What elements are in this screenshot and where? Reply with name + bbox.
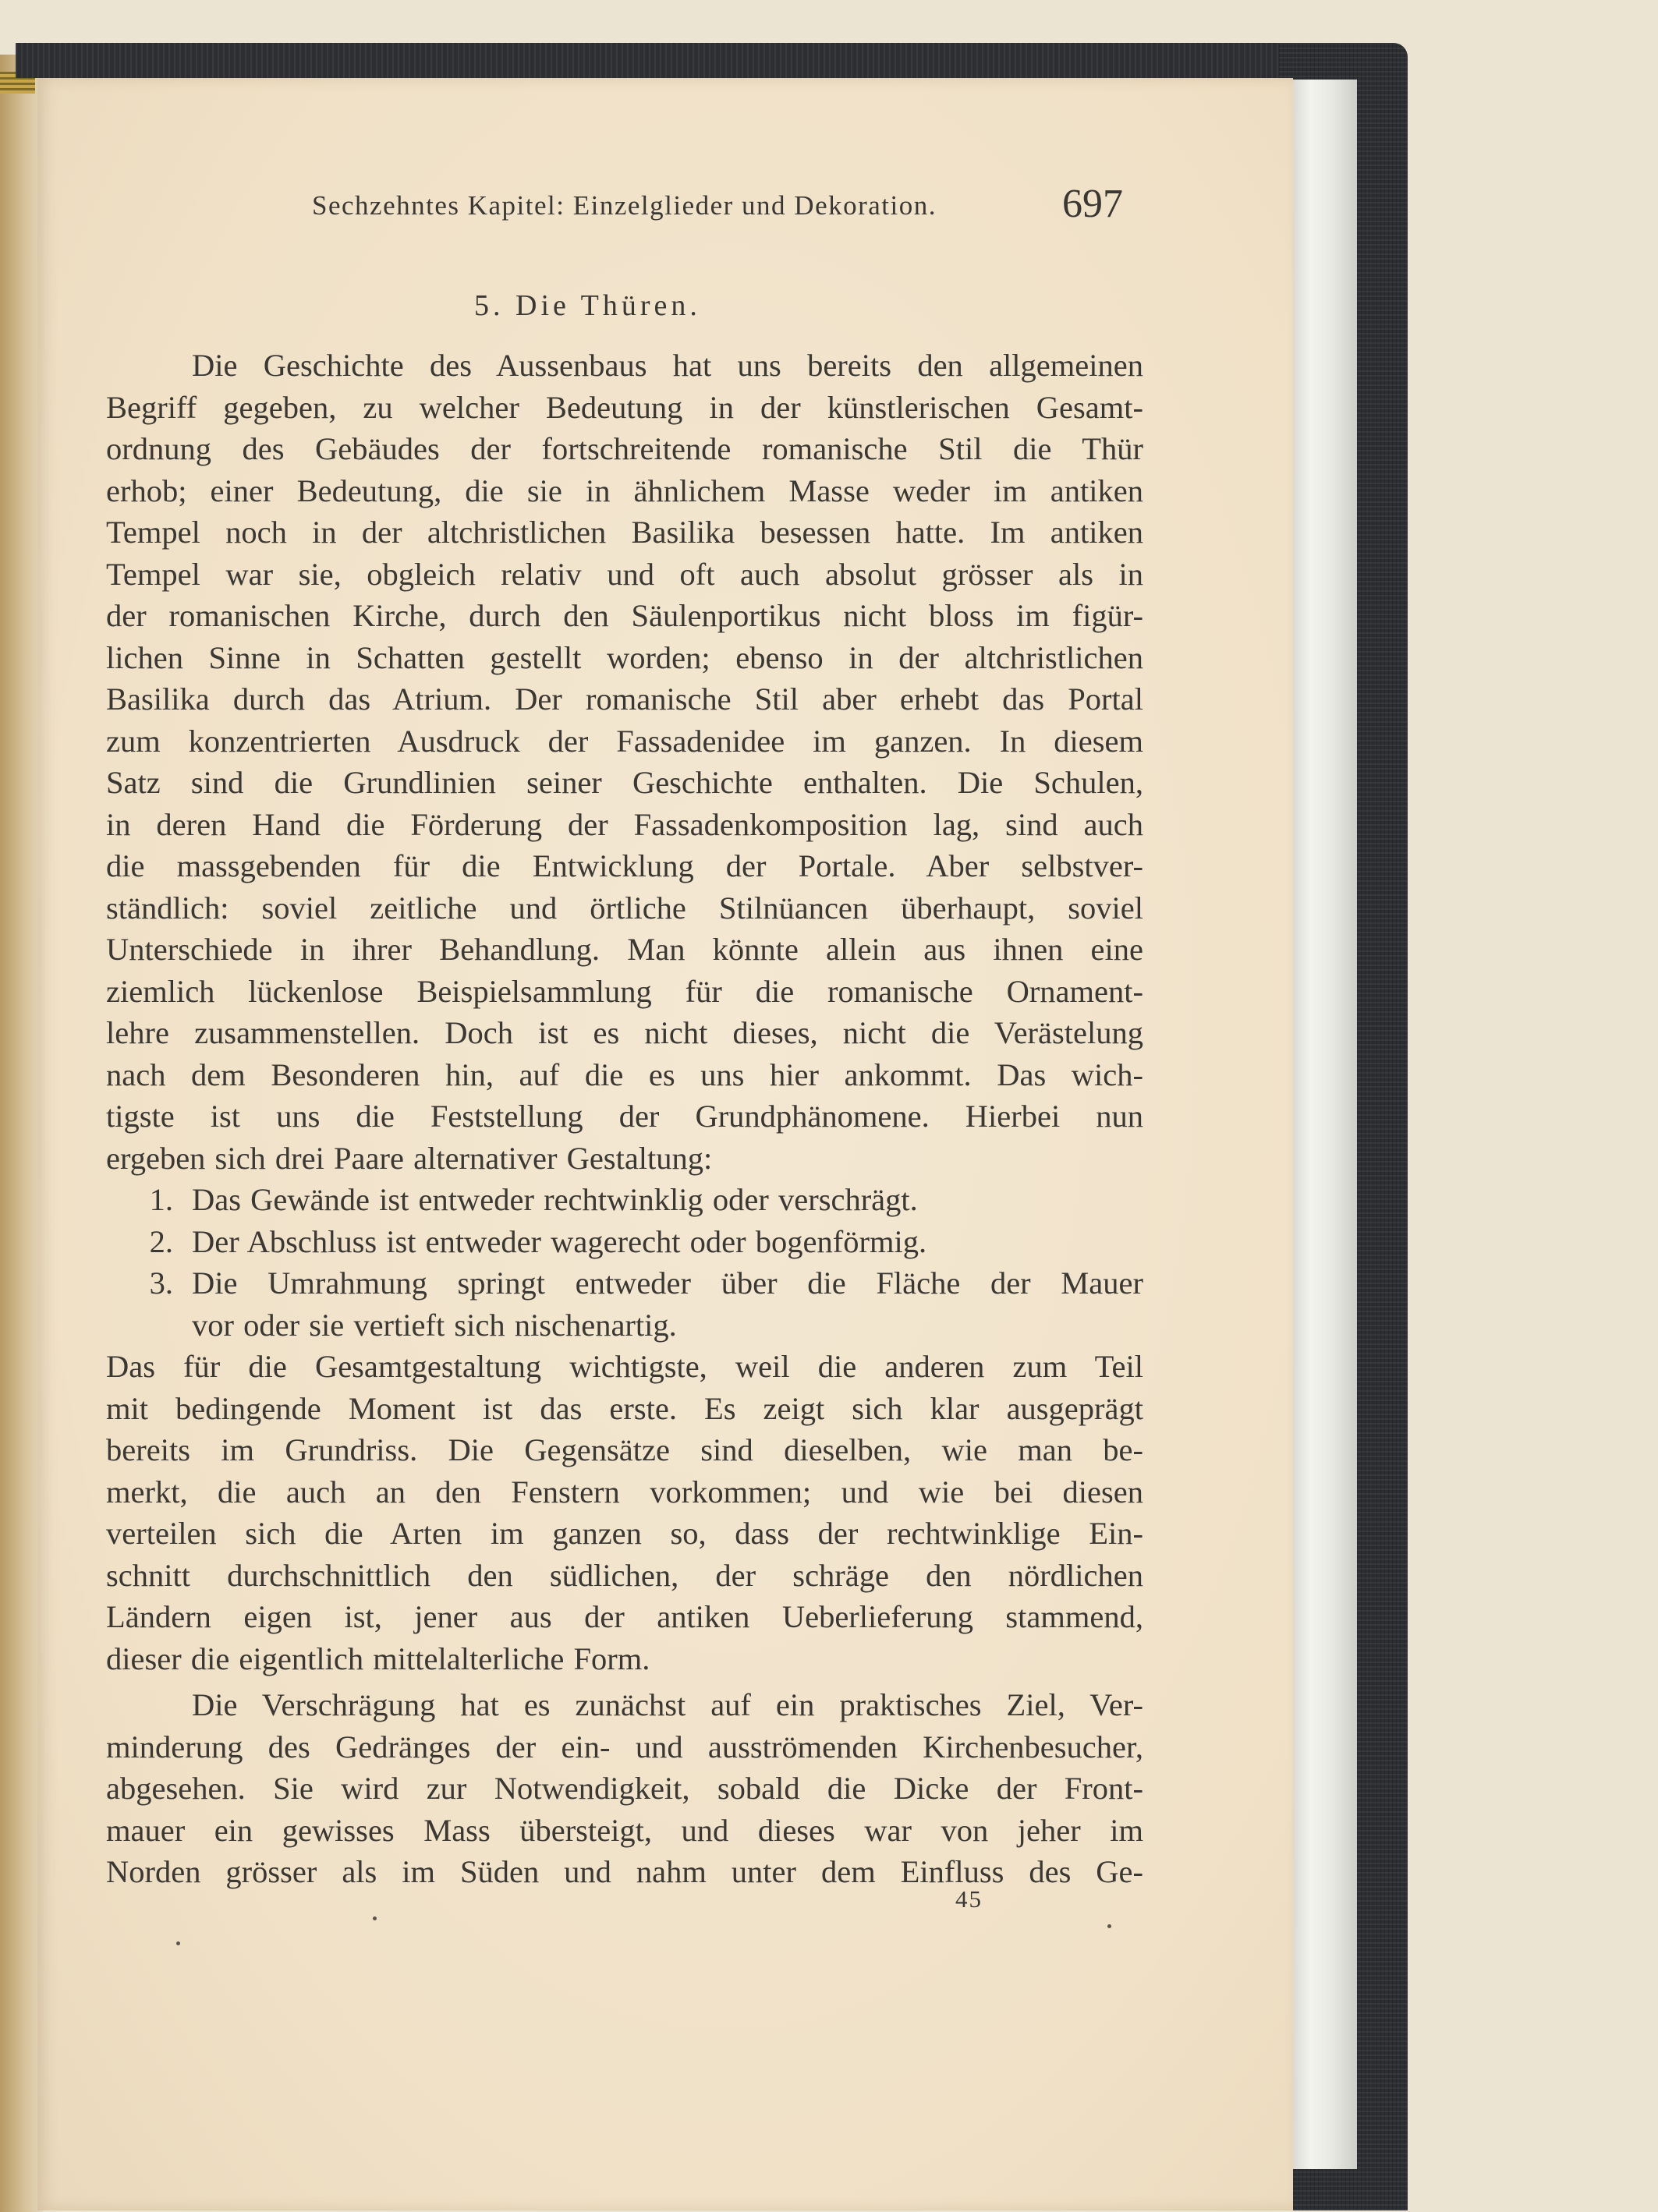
paragraph-2: [106, 1346, 1143, 1679]
text-line: Unterschiede in ihrer Behandlung. Man könnte allein aus ihnen eine: [106, 932, 1143, 967]
text-line: mauer ein gewisses Mass übersteigt, und dieses war von jeher im: [106, 1812, 1143, 1848]
text-line: merkt, die auch an den Fenstern vorkommen; und wie bei diesen: [106, 1474, 1143, 1509]
text-line: verteilen sich die Arten im ganzen so, dass der rechtwinklige Ein-: [106, 1516, 1143, 1551]
list-number: 1.: [149, 1182, 173, 1217]
text-line: ziemlich lückenlose Beispielsammlung für die romanische Ornament-: [106, 973, 1143, 1009]
text-line: der romanischen Kirche, durch den Säulenportikus nicht bloss im figür-: [106, 598, 1143, 633]
speck: [1107, 1924, 1111, 1928]
text-line: Tempel war sie, obgleich relativ und oft auch absolut grösser als in: [106, 556, 1143, 592]
list-number: 2.: [149, 1223, 173, 1259]
text-line: ordnung des Gebäudes der fortschreitende romanische Stil die Thür: [106, 431, 1143, 466]
text-line: Das für die Gesamtgestaltung wichtigste, weil die anderen zum Teil: [106, 1349, 1143, 1384]
text-line: nach dem Besonderen hin, auf die es uns hier ankommt. Das wich-: [106, 1056, 1143, 1092]
running-head: Sechzehntes Kapitel: Einzelglieder und Dekoration.: [312, 190, 937, 221]
text-line: lehre zusammenstellen. Doch ist es nicht dieses, nicht die Verästelung: [106, 1015, 1143, 1050]
text-line: Satz sind die Grundlinien seiner Geschichte enthalten. Die Schulen,: [106, 765, 1143, 800]
text-line: Basilika durch das Atrium. Der romanische Stil aber erhebt das Portal: [106, 681, 1143, 717]
page-number: 697: [1062, 182, 1123, 226]
list-item: [106, 1221, 1143, 1263]
section-title: 5. Die Thüren.: [474, 289, 701, 322]
signature-mark: 45: [955, 1885, 983, 1913]
text-line: abgesehen. Sie wird zur Notwendigkeit, sobald die Dicke der Front-: [106, 1771, 1143, 1806]
text-line: Begriff gegeben, zu welcher Bedeutung in der künstlerischen Gesamt-: [106, 389, 1143, 425]
text-line: Die Verschrägung hat es zunächst auf ein praktisches Ziel, Ver-: [192, 1687, 1143, 1722]
list-text: Der Abschluss ist entweder wagerecht oder bogenförmig.: [192, 1223, 927, 1259]
text-line: in deren Hand die Förderung der Fassadenkomposition lag, sind auch: [106, 806, 1143, 842]
text-line: ständlich: soviel zeitliche und örtliche Stilnüancen überhaupt, soviel: [106, 890, 1143, 926]
text-line: ergeben sich drei Paare alternativer Gestaltung:: [106, 1140, 713, 1176]
speck: [373, 1916, 377, 1920]
text-line: bereits im Grundriss. Die Gegensätze sind dieselben, wie man be-: [106, 1432, 1143, 1467]
text-line: die massgebenden für die Entwicklung der Portale. Aber selbstver-: [106, 848, 1143, 883]
list-text-continuation: vor oder sie vertieft sich nischenartig.: [192, 1307, 677, 1343]
list-number: 3.: [149, 1265, 173, 1301]
list-text: Die Umrahmung springt entweder über die Fläche der Mauer: [192, 1265, 1143, 1301]
paragraph-1: [106, 345, 1143, 1179]
paragraph-3: [106, 1684, 1143, 1893]
list-text: Das Gewände ist entweder rechtwinklig oder verschrägt.: [192, 1182, 918, 1217]
text-line: dieser die eigentlich mittelalterliche Form.: [106, 1640, 650, 1676]
text-line: minderung des Gedränges der ein- und ausströmenden Kirchenbesucher,: [106, 1729, 1143, 1764]
page-block-edges: [1291, 80, 1357, 2169]
text-line: tigste ist uns die Feststellung der Grundphänomene. Hierbei nun: [106, 1099, 1143, 1134]
list-item: [106, 1262, 1143, 1346]
text-line: Die Geschichte des Aussenbaus hat uns bereits den allgemeinen: [192, 348, 1143, 383]
text-line: Norden grösser als im Süden und nahm unter dem Einfluss des Ge-: [106, 1854, 1143, 1889]
text-line: schnitt durchschnittlich den südlichen, der schräge den nördlichen: [106, 1557, 1143, 1593]
text-line: Ländern eigen ist, jener aus der antiken Ueberlieferung stammend,: [106, 1599, 1143, 1634]
enumerated-list: [106, 1179, 1143, 1346]
text-line: lichen Sinne in Schatten gestellt worden; ebenso in der altchristlichen: [106, 639, 1143, 675]
text-line: zum konzentrierten Ausdruck der Fassadenidee im ganzen. In diesem: [106, 723, 1143, 759]
body-text: [106, 345, 1143, 1893]
text-line: erhob; einer Bedeutung, die sie in ähnlichem Masse weder im antiken: [106, 472, 1143, 508]
book-cover-top: [16, 43, 1408, 78]
text-line: mit bedingende Moment ist das erste. Es zeigt sich klar ausgeprägt: [106, 1390, 1143, 1426]
text-line: Tempel noch in der altchristlichen Basilika besessen hatte. Im antiken: [106, 515, 1143, 550]
list-item: [106, 1179, 1143, 1221]
speck: [176, 1941, 180, 1945]
facing-page-edge: [0, 55, 43, 2212]
